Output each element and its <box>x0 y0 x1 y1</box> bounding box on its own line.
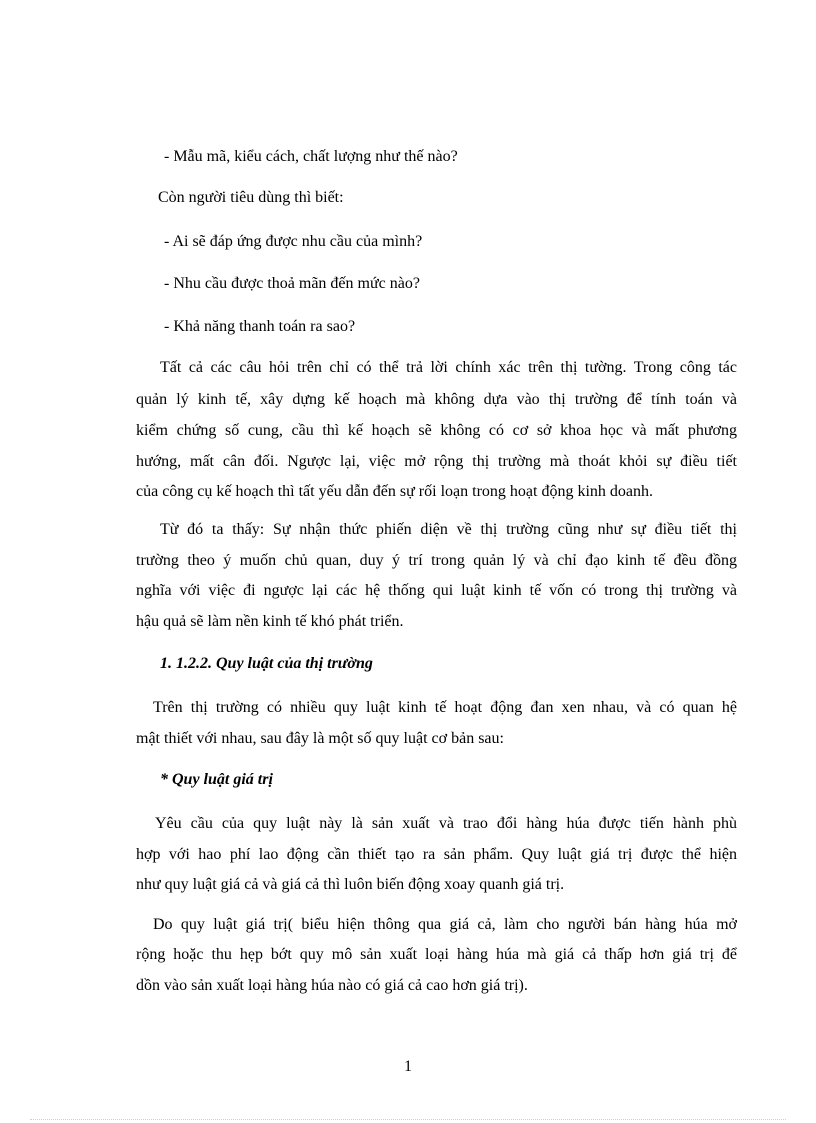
paragraph-line: kiểm chứng số cung, cầu thì kế hoạch sẽ không có cơ sở khoa học và mất phương <box>136 422 737 439</box>
page-number: 1 <box>404 1058 412 1075</box>
paragraph-line: Tất cả các câu hỏi trên chỉ có thể trả lời chính xác trên thị tường. Trong công tác <box>160 359 737 376</box>
paragraph-line: quản lý kinh tế, xây dựng kế hoạch mà không dựa vào thị trường để tính toán và <box>136 391 737 408</box>
consumer-item: - Ai sẽ đáp ứng được nhu cầu của mình? <box>164 233 423 250</box>
paragraph-line: Từ đó ta thấy: Sự nhận thức phiến diện về thị trường cũng như sự điều tiết thị <box>160 521 737 538</box>
paragraph-line: hướng, mất cân đối. Ngược lại, việc mở rộng thị trường mà thoát khỏi sự điều tiết <box>136 453 737 470</box>
consumer-item: - Khả năng thanh toán ra sao? <box>164 318 356 335</box>
section-heading: 1. 1.2.2. Quy luật của thị trường <box>160 655 373 672</box>
subheading: * Quy luật giá trị <box>160 771 273 788</box>
page-bottom-border <box>30 1119 786 1120</box>
paragraph-line: hậu quả sẽ làm nền kinh tế khó phát triển. <box>136 613 404 630</box>
list-item-design: - Mẫu mã, kiểu cách, chất lượng như thế nào? <box>164 148 458 165</box>
paragraph-line: rộng hoặc thu hẹp bớt quy mô sản xuất loại hàng húa mà giá cả thấp hơn giá trị để <box>136 946 737 963</box>
paragraph-line: hợp với hao phí lao động cần thiết tạo ra sản phẩm. Quy luật giá trị được thể hiện <box>136 846 737 863</box>
paragraph-line: mật thiết với nhau, sau đây là một số quy luật cơ bản sau: <box>136 730 504 747</box>
paragraph-line: trường theo ý muốn chủ quan, duy ý trí trong quản lý và chỉ đạo kinh tế đều đồng <box>136 552 737 569</box>
paragraph-line: của công cụ kế hoạch thì tất yếu dẫn đến sự rối loạn trong hoạt động kinh doanh. <box>136 483 653 500</box>
consumer-intro: Còn người tiêu dùng thì biết: <box>158 189 344 206</box>
paragraph-line: Yêu cầu của quy luật này là sản xuất và trao đổi hàng húa được tiến hành phù <box>155 815 737 832</box>
paragraph-line: Do quy luật giá trị( biểu hiện thông qua giá cả, làm cho người bán hàng húa mở <box>153 916 737 933</box>
paragraph-line: dồn vào sản xuất loại hàng húa nào có giá cả cao hơn giá trị). <box>136 977 528 994</box>
consumer-item: - Nhu cầu được thoả mãn đến mức nào? <box>164 275 420 292</box>
paragraph-line: Trên thị trường có nhiều quy luật kinh tế hoạt động đan xen nhau, và có quan hệ <box>153 699 737 716</box>
paragraph-line: như quy luật giá cả và giá cả thì luôn biến động xoay quanh giá trị. <box>136 876 565 893</box>
paragraph-line: nghĩa với việc đi ngược lại các hệ thống qui luật kinh tế vốn có trong thị trường và <box>136 582 737 599</box>
